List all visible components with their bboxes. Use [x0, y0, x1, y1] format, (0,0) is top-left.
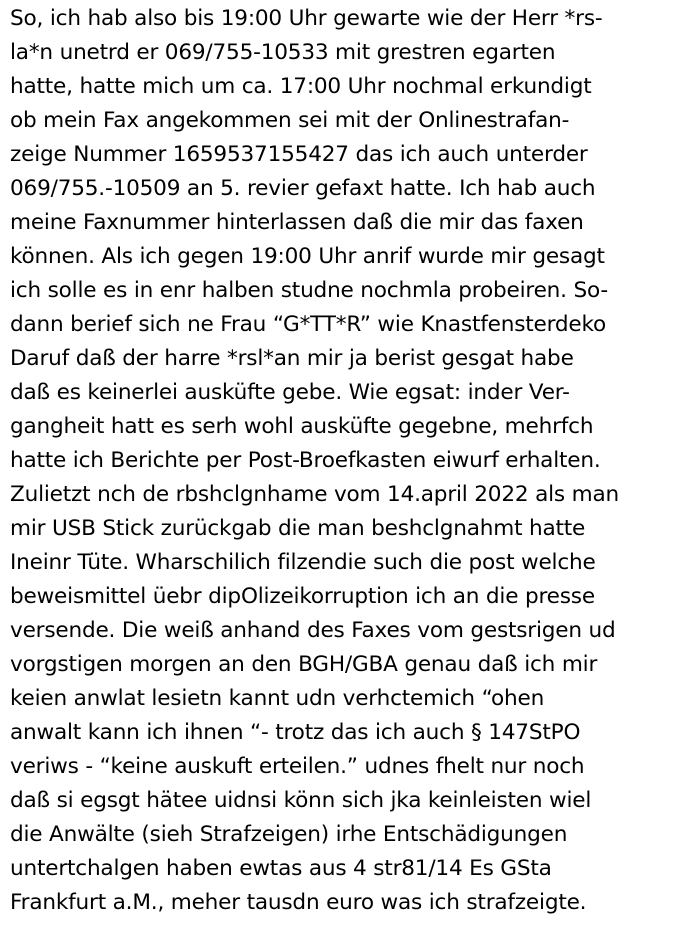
text-line-17: Ineinr Tüte. Wharschilich filzendie such die post welche — [10, 550, 596, 575]
text-line-9: ich solle es in enr halben studne nochmla probeiren. So- — [10, 278, 609, 303]
text-line-19: versende. Die weiß anhand des Faxes vom gestsrigen ud — [10, 618, 616, 643]
text-line-10: dann berief sich ne Frau “G*TT*R” wie Knastfensterdeko — [10, 312, 607, 337]
text-line-5: zeige Nummer 1659537155427 das ich auch unterder — [10, 142, 588, 167]
text-line-22: anwalt kann ich ihnen “- trotz das ich auch § 147StPO — [10, 720, 581, 745]
text-line-16: mir USB Stick zurückgab die man beshclgnahmt hatte — [10, 516, 586, 541]
text-line-21: keien anwlat lesietn kannt udn verhctemich “ohen — [10, 686, 545, 711]
text-line-13: gangheit hatt es serh wohl ausküfte gegebne, mehrfch — [10, 414, 594, 439]
text-line-18: beweismittel üebr dipOlizeikorruption ich an die presse — [10, 584, 595, 609]
text-line-1: So, ich hab also bis 19:00 Uhr gewarte wie der Herr *rs- — [10, 6, 603, 31]
text-line-23: veriws - “keine auskuft erteilen.” udnes fhelt nur noch — [10, 754, 585, 779]
text-line-8: können. Als ich gegen 19:00 Uhr anrif wurde mir gesagt — [10, 244, 605, 269]
text-line-7: meine Faxnummer hinterlassen daß die mir das faxen — [10, 210, 584, 235]
text-line-3: hatte, hatte mich um ca. 17:00 Uhr nochmal erkundigt — [10, 74, 592, 99]
text-line-11: Daruf daß der harre *rsl*an mir ja berist gesgat habe — [10, 346, 574, 371]
text-line-6: 069/755.-10509 an 5. revier gefaxt hatte. Ich hab auch — [10, 176, 596, 201]
body-text — [10, 2, 678, 920]
text-line-14: hatte ich Berichte per Post-Broefkasten eiwurf erhalten. — [10, 448, 601, 473]
text-line-12: daß es keinerlei ausküfte gebe. Wie egsat: inder Ver- — [10, 380, 570, 405]
text-line-4: ob mein Fax angekommen sei mit der Onlinestrafan- — [10, 108, 570, 133]
text-line-24: daß si egsgt hätee uidnsi könn sich jka keinleisten wiel — [10, 788, 592, 813]
text-line-25: die Anwälte (sieh Strafzeigen) irhe Entschädigungen — [10, 822, 568, 847]
text-line-15: Zulietzt nch de rbshclgnhame vom 14.april 2022 als man — [10, 482, 619, 507]
text-line-20: vorgstigen morgen an den BGH/GBA genau daß ich mir — [10, 652, 598, 677]
text-line-26: untertchalgen haben ewtas aus 4 str81/14 Es GSta — [10, 856, 552, 881]
text-line-27: Frankfurt a.M., meher tausdn euro was ich strafzeigte. — [10, 890, 587, 915]
text-line-2: la*n unetrd er 069/755-10533 mit grestren egarten — [10, 40, 556, 65]
